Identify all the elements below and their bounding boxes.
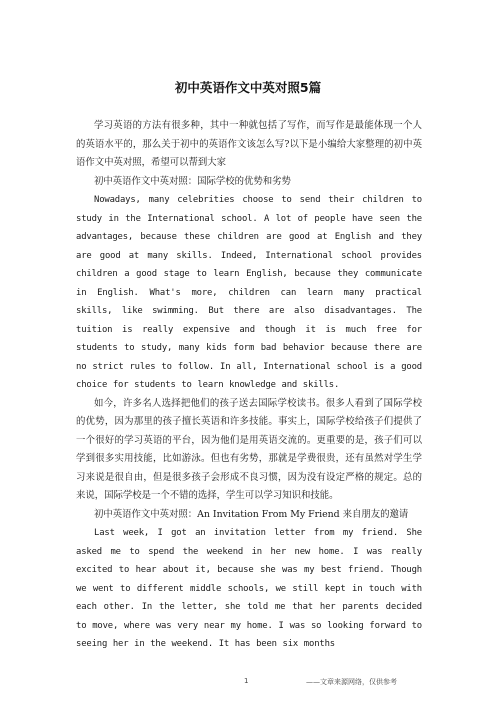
chinese-translation-international-school: 如今，许多名人选择把他们的孩子送去国际学校读书。很多人看到了国际学校的优势，因为那里的孩子擅长英语和许多技能。事实上，国际学校给孩子们提供了一个很好的学习英语的平台，因为他们是用英语交流的。更重要的是，孩子们可以学到很多实用技能，比如游泳。但也有劣势，那就是学费很贵，还有虽然对学生学习来说是很自由，但是很多孩子会形成不良习惯，因为没有设定严格的规定。总的来说，国际学校是一个不错的选择，学生可以学习知识和技能。	[76, 397, 422, 501]
english-essay-international-school: Nowadays, many celebrities choose to send their children to study in the International school. A lot of people have seen the advantages, because these children are good at English and they are good at many skills. Indeed, International school provides children a good stage to learn English, because they communicate in English. What's more, children can learn many practical skills, like swimming. But there are also disadvantages. The tuition is really expensive and though it is much free for students to study, many kids form bad behavior because there are no strict rules to follow. In all, International school is a good choice for students to learn knowledge and skills.	[76, 195, 422, 390]
document-title: 初中英语作文中英对照5篇	[174, 80, 322, 95]
footer-note: ——文章来源网络，仅供参考	[306, 678, 397, 686]
document-body	[76, 117, 422, 654]
intro-paragraph: 学习英语的方法有很多种，其中一种就包括了写作，而写作是最能体现一个人的英语水平的，那么关于初中的英语作文该怎么写?以下是小编给大家整理的初中英语作文中英对照，希望可以帮到大家	[76, 120, 422, 168]
section-heading-international-school: 初中英语作文中英对照：国际学校的优势和劣势	[94, 175, 291, 187]
section-heading-invitation: 初中英语作文中英对照：An Invitation From My Friend 来自朋友的邀请	[94, 508, 409, 520]
page-number: 1	[244, 677, 249, 685]
english-essay-invitation: Last week, I got an invitation letter from my friend. She asked me to spend the weekend in her new home. I was really excited to hear about it, because she was my best friend. Though we went to different middle schools, we still kept in touch with each other. In the letter, she told me that her parents decided to move, where was very near my home. I was so looking forward to seeing her in the weekend. It has been six months	[76, 528, 422, 649]
